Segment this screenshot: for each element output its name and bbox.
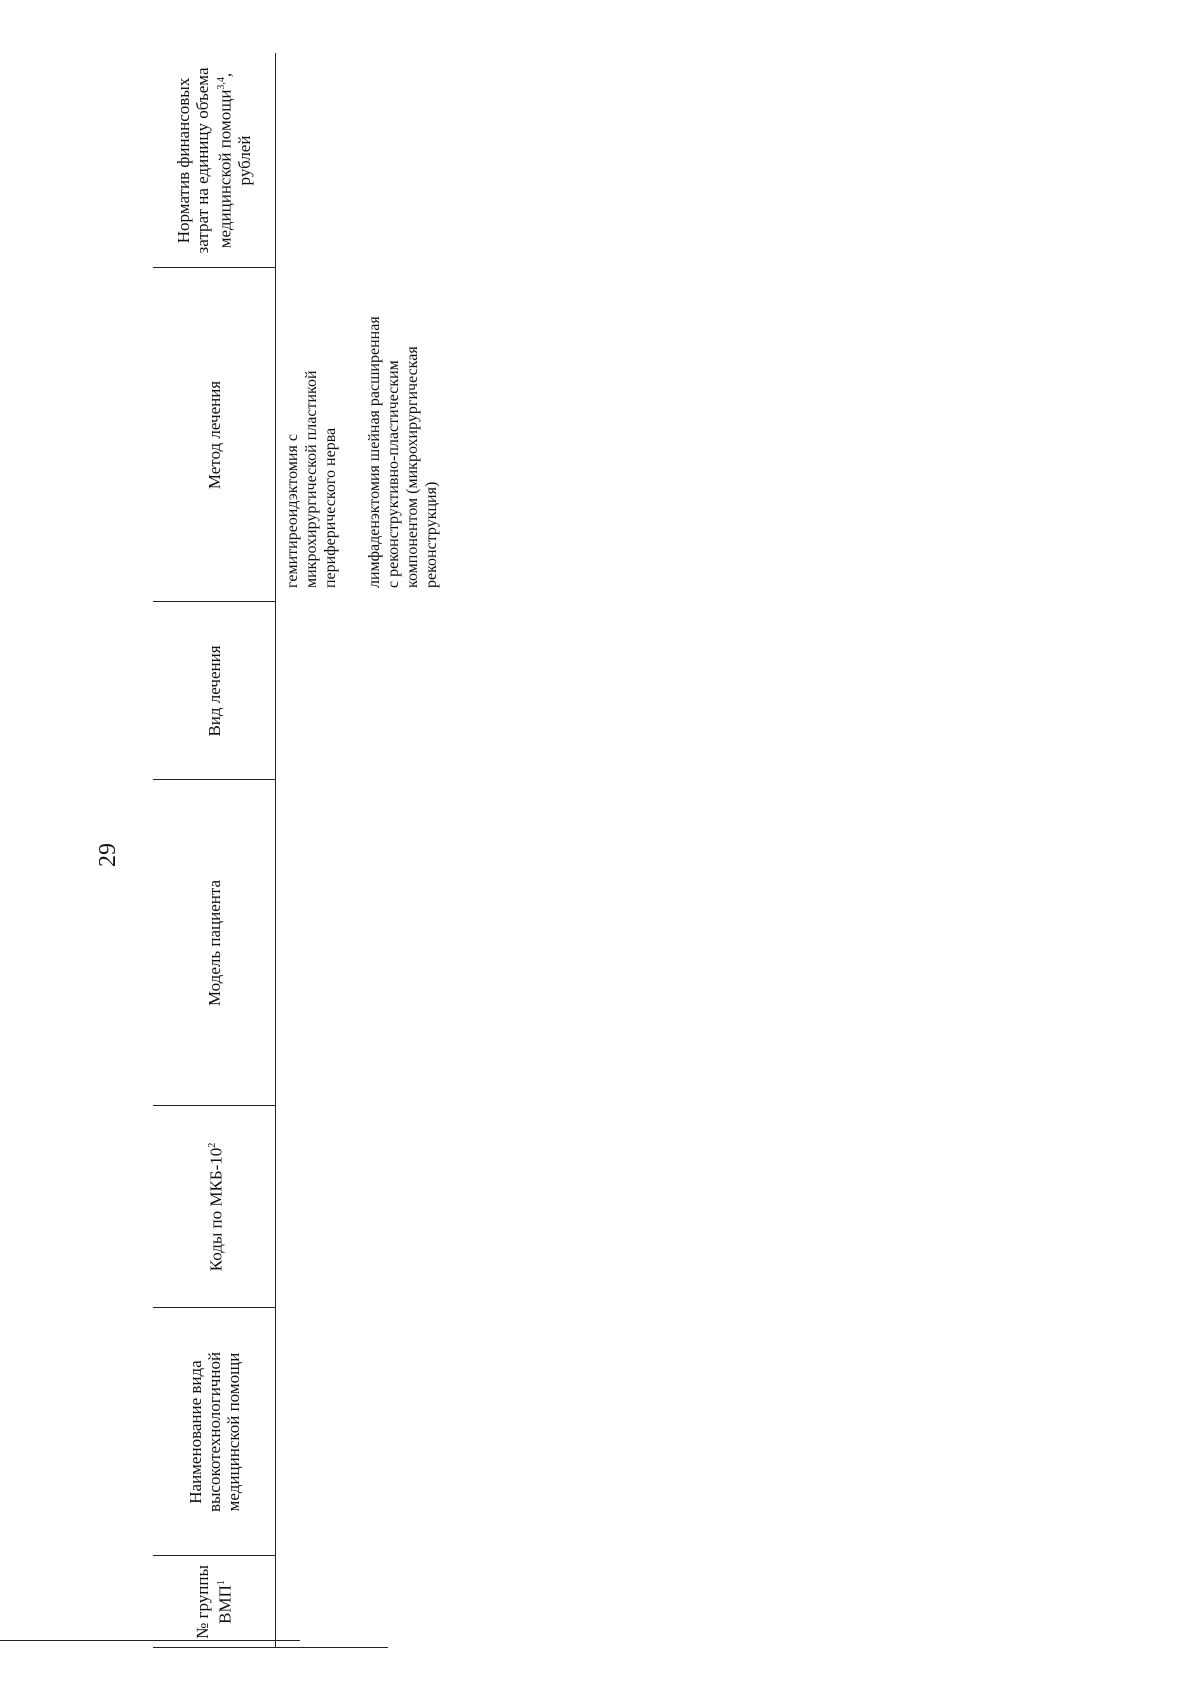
page-number: 29 <box>95 843 121 867</box>
rotated-table-frame <box>153 53 440 1648</box>
header-codes: Коды по МКБ-$10^2$ <box>206 1142 226 1272</box>
header-norm: Норматив финансовых затрат на единицу объема медицинской помощи$^{3,4}$, рублей <box>174 67 254 254</box>
header-model: Модель пациента <box>204 879 224 1007</box>
table-header-row <box>153 53 276 1648</box>
method-item-1: гемитиреоидэктомия с микрохирургической пластикой периферического нерва <box>284 370 339 588</box>
header-kind: Вид лечения <box>204 645 224 737</box>
method-item-2: лимфаденэктомия шейная расширенная с реконструктивно-пластическим компонентом (микрохирургическая реконструкция) <box>366 316 440 588</box>
header-group: № группы ВМП$^1$ <box>193 1565 235 1639</box>
header-name: Наименование вида высокотехнологичной медицинской помощи <box>185 1351 243 1513</box>
header-method: Метод лечения <box>204 380 224 490</box>
bottom-rule <box>0 1640 300 1641</box>
